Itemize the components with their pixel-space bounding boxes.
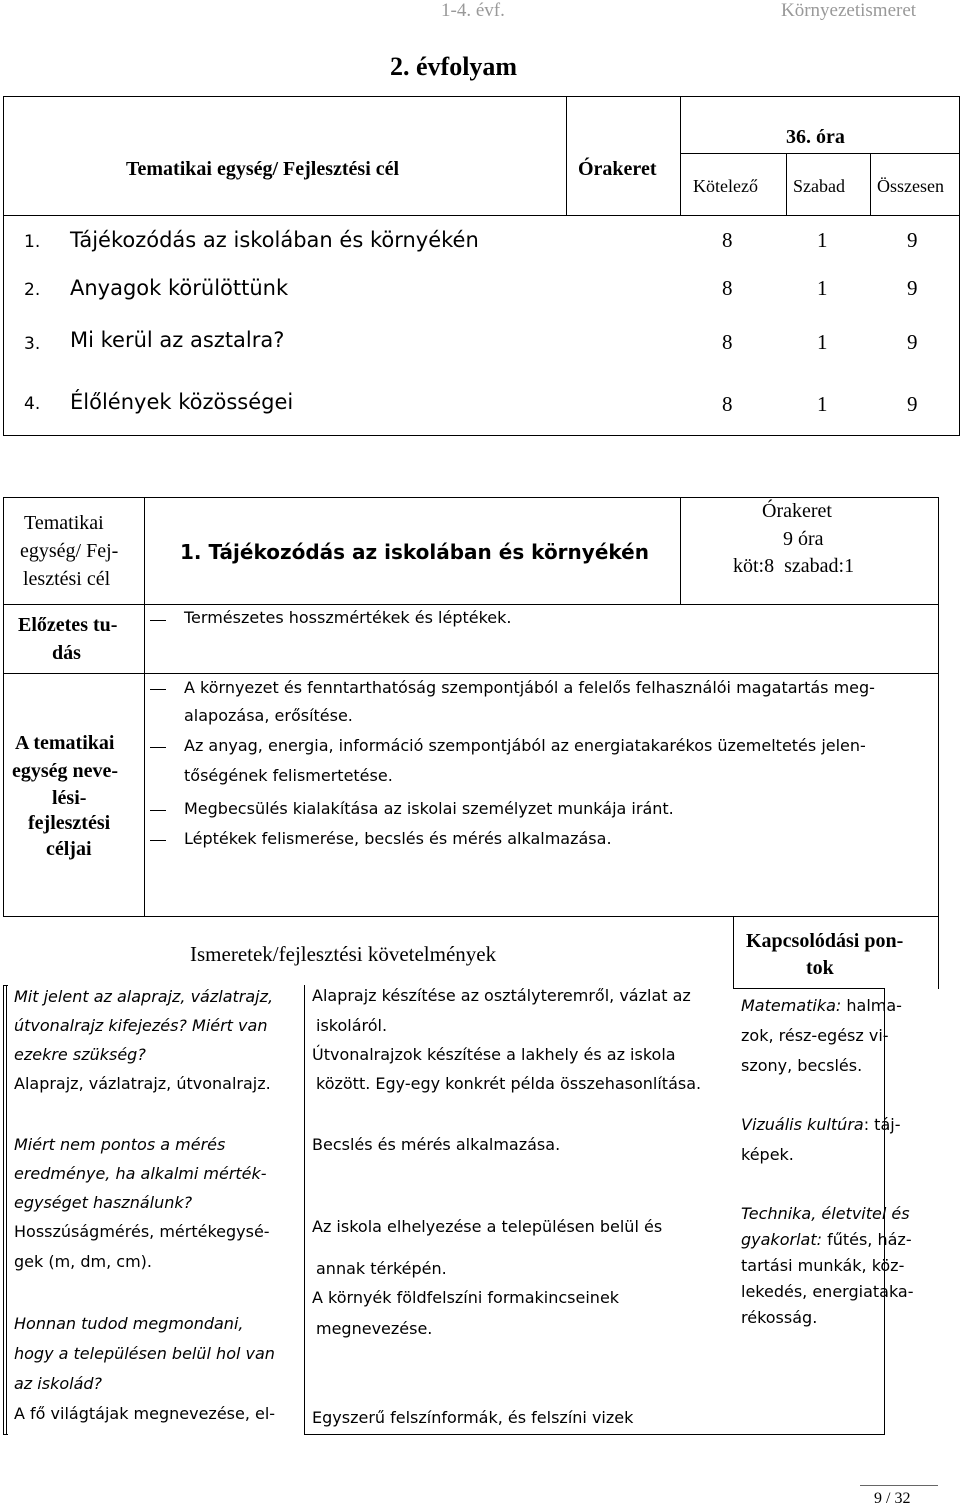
goal-item: Az anyag, energia, információ szempontjából az energiatakarékos üzemeltetés jelen- (184, 736, 866, 755)
row-required: 8 (722, 228, 733, 252)
requirement-text: Alaprajz készítése az osztályteremről, vázlat az (312, 986, 691, 1005)
prior-knowledge-label: dás (52, 642, 81, 664)
question-text: az iskolád? (14, 1374, 103, 1393)
row-free: 1 (817, 276, 828, 300)
header-grade: 1-4. évf. (441, 0, 505, 21)
row-free: 1 (817, 392, 828, 416)
row-topic: Tájékozódás az iskolában és környékén (70, 228, 479, 252)
links-header: tok (806, 957, 834, 979)
row-required: 8 (722, 330, 733, 354)
footer-rule (860, 1485, 938, 1486)
link-detail: halma- (841, 996, 902, 1015)
row-number: 4. (24, 394, 41, 414)
unit-hours-split: köt:8 szabad:1 (733, 555, 855, 577)
link-text (741, 1115, 900, 1134)
row-number: 1. (24, 232, 41, 252)
goal-item: alapozása, erősítése. (184, 706, 353, 725)
goal-item: Léptékek felismerése, becslés és mérés alkalmazása. (184, 829, 612, 848)
link-text (741, 996, 902, 1015)
goal-item: tőségének felismertetése. (184, 766, 393, 785)
unit-label: Tematikai (24, 512, 104, 534)
requirement-text: A környék földfelszíni formakincseinek (312, 1288, 620, 1307)
link-subject: Matematika: (741, 996, 842, 1015)
link-text (741, 1230, 912, 1249)
unit-title: 1. Tájékozódás az iskolában és környékén (180, 540, 649, 564)
header-subject: Környezetismeret (781, 0, 917, 21)
link-text: lekedés, energiataka- (741, 1282, 914, 1301)
requirement-text: Becslés és mérés alkalmazása. (312, 1135, 561, 1154)
content-text: Hosszúságmérés, mértékegysé- (14, 1222, 270, 1241)
link-text: szony, becslés. (741, 1056, 863, 1075)
link-text: zok, rész-egész vi- (741, 1026, 889, 1045)
row-required: 8 (722, 392, 733, 416)
requirement-text: Az iskola elhelyezése a településen belül és (312, 1217, 663, 1236)
question-text: egységet használunk? (14, 1193, 193, 1212)
overview-sub-total: Összesen (877, 176, 944, 196)
unit-hours-total: 9 óra (783, 528, 824, 550)
requirement-text: annak térképén. (316, 1259, 447, 1278)
requirements-header: Ismeretek/fejlesztési követelmények (190, 942, 497, 966)
unit-hours-label: Órakeret (762, 500, 832, 522)
goal-item: Megbecsülés kialakítása az iskolai személyzet munkája iránt. (184, 799, 674, 818)
question-text: hogy a településen belül hol van (14, 1344, 275, 1363)
row-number: 3. (24, 334, 41, 354)
row-topic: Mi kerül az asztalra? (70, 328, 285, 352)
unit-label: lesztési cél (23, 568, 111, 590)
link-text: képek. (741, 1145, 794, 1164)
link-subject: gyakorlat: (741, 1230, 822, 1249)
link-text: tartási munkák, köz- (741, 1256, 905, 1275)
content-text: gek (m, dm, cm). (14, 1252, 152, 1271)
requirement-text: között. Egy-egy konkrét példa összehasonlítása. (316, 1074, 702, 1093)
row-required: 8 (722, 276, 733, 300)
question-text: ezekre szükség? (14, 1045, 146, 1064)
requirement-text: Útvonalrajzok készítése a lakhely és az iskola (312, 1045, 676, 1064)
question-text: Miért nem pontos a mérés (14, 1135, 226, 1154)
row-number: 2. (24, 280, 41, 300)
link-detail: : táj- (863, 1115, 901, 1134)
requirement-text: megnevezése. (316, 1319, 433, 1338)
prior-knowledge-label: Előzetes tu- (18, 614, 118, 636)
goals-label: egység neve- (12, 760, 119, 782)
goals-label: A tematikai (15, 732, 115, 754)
goals-label: céljai (46, 838, 92, 860)
overview-header-hours: Órakeret (578, 158, 657, 180)
content-text: Alaprajz, vázlatrajz, útvonalrajz. (14, 1074, 271, 1093)
row-total: 9 (907, 392, 918, 416)
row-topic: Anyagok körülöttünk (70, 276, 289, 300)
row-total: 9 (907, 228, 918, 252)
row-topic: Élőlények közösségei (70, 390, 294, 414)
link-text: rékosság. (741, 1308, 818, 1327)
question-text: Honnan tudod megmondani, (14, 1314, 244, 1333)
row-free: 1 (817, 330, 828, 354)
overview-total-hours: 36. óra (786, 126, 845, 148)
goal-item: A környezet és fenntarthatóság szempontjából a felelős felhasználói magatartás meg- (184, 678, 875, 697)
row-total: 9 (907, 330, 918, 354)
page-title: 2. évfolyam (390, 52, 518, 81)
unit-label: egység/ Fej- (20, 540, 119, 562)
content-text: A fő világtájak megnevezése, el- (14, 1404, 276, 1423)
overview-sub-free: Szabad (793, 176, 845, 196)
question-text: Mit jelent az alaprajz, vázlatrajz, (14, 987, 274, 1006)
requirement-text: iskoláról. (316, 1016, 388, 1035)
link-subject: Technika, életvitel és (741, 1204, 910, 1223)
overview-sub-required: Kötelező (693, 176, 758, 196)
link-detail: fűtés, ház- (821, 1230, 912, 1249)
page-number: 9 / 32 (874, 1490, 911, 1507)
goals-label: fejlesztési (28, 812, 111, 834)
prior-knowledge-text: Természetes hosszmértékek és léptékek. (184, 608, 512, 627)
overview-header-topic: Tematikai egység/ Fejlesztési cél (126, 158, 400, 180)
question-text: eredménye, ha alkalmi mérték- (14, 1164, 267, 1183)
goals-label: lési- (52, 787, 87, 809)
link-subject: Vizuális kultúra (741, 1115, 864, 1134)
question-text: útvonalrajz kifejezés? Miért van (14, 1016, 268, 1035)
row-free: 1 (817, 228, 828, 252)
row-total: 9 (907, 276, 918, 300)
links-header: Kapcsolódási pon- (746, 930, 904, 952)
requirement-text: Egyszerű felszínformák, és felszíni vizek (312, 1408, 634, 1427)
